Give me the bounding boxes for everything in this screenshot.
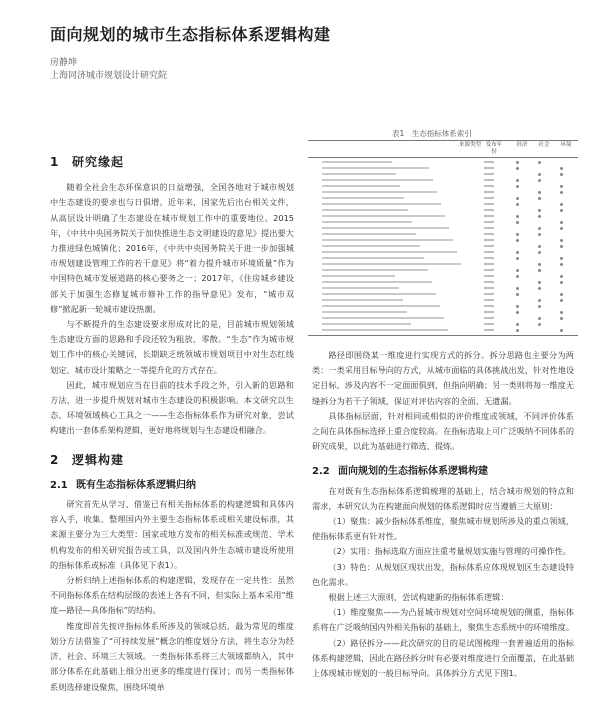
section-1-heading [50, 155, 294, 170]
table-1-caption: 表1 生态指标体系索引 [392, 129, 472, 138]
table-1-body [308, 140, 578, 336]
right-paragraph: 具体指标层面，针对相同或相似的评价维度或领域，不同评价体系之间在具体指标选择上重合度较高。在指标选取上可广泛吸纳不同体系的研究成果，以此为基础进行筛选、提炼。 [312, 410, 575, 452]
table-header: 社会 [538, 142, 550, 148]
section-2-heading [50, 453, 294, 468]
subsection-2-1-paragraph: 研究首先从学习、借鉴已有相关指标体系的构建逻辑和具体内容入手，收集、整理国内外主要生态指标体系或相关建设标准，其来源主要分为三大类型：国家或地方发布的相关标准或规范、学术机构发布的相关研究报告或工具，以及国内外生态城市建设所使用的指标体系或标准（具体见下表1）。 [50, 499, 294, 570]
section-1-title: 研究缘起 [72, 155, 125, 169]
author-name: 房静坤 [50, 58, 78, 68]
right-column [312, 348, 574, 681]
subsection-2-1-title: 既有生态指标体系逻辑归纳 [76, 479, 196, 491]
subsection-2-2-paragraph: （1）聚焦：减少指标体系维度，聚焦城市规划所涉及的重点领域，使指标体系更有针对性。 [312, 516, 574, 542]
subsection-2-2-paragraph: （2）实用：指标选取方面应注重考量规划实施与管理的可操作性。 [328, 546, 572, 557]
section-2-title: 逻辑构建 [72, 452, 125, 467]
table-header: 经济 [516, 142, 528, 148]
subsection-2-1-number: 2.1 [50, 479, 68, 491]
section-1-number: 1 [50, 155, 60, 169]
table-header: 发布年份 [485, 142, 503, 155]
subsection-2-1-heading [50, 478, 294, 493]
table-1-figure [300, 128, 582, 340]
subsection-2-2-paragraph: （1）维度聚焦——为凸显城市规划对空间环境规划的侧重，指标体系将在广泛吸纳国内外相关指标的基础上，聚焦生态系统中的环境维度。 [312, 607, 575, 633]
section-2-number: 2 [50, 452, 60, 467]
subsection-2-2-paragraph: （2）路径拆分——此次研究的目的是试图梳理一套普遍适用的指标体系构建逻辑，因此在路径拆分时有必要对维度进行全面覆盖，在此基础上体现城市规划的一般目标导向。具体拆分方式见下图1。 [312, 637, 575, 679]
table-header: 环境 [560, 142, 572, 148]
subsection-2-2-paragraph: 根据上述三大原则，尝试构建新的指标体系逻辑： [328, 592, 509, 603]
right-paragraph: 路径即围绕某一维度进行实现方式的拆分。拆分思路也主要分为两类：一类采用目标导向的方式，从城市面临的具体挑战出发，针对性地设定目标，涉及内容不一定面面俱到，但指向明确；另一类则将每一维度无缝拆分为若干子领域，保证对评估内容的全面、无遗漏。 [312, 350, 575, 406]
author-affiliation: 上海同济城市规划设计研究院 [50, 71, 168, 81]
subsection-2-2-number: 2.2 [312, 466, 330, 478]
left-column [50, 155, 294, 695]
table-header: 来源类型 [458, 142, 481, 148]
paper-title: 面向规划的城市生态指标体系逻辑构建 [50, 25, 331, 44]
subsection-2-2-title: 面向规划的生态指标体系逻辑构建 [338, 466, 488, 478]
subsection-2-1-paragraph: 分析归纳上述指标体系的构建逻辑，发现存在一定共性：虽然不同指标体系在结构层级的表述上各有不同，但实际上基本采用“维度—路径—具体指标”的结构。 [50, 575, 294, 616]
subsection-2-2-paragraph: 在对既有生态指标体系逻辑梳理的基础上，结合城市规划的特点和需求，本研究认为在构建面向规划的体系逻辑时应当遵循三大原则： [312, 485, 574, 511]
section-1-paragraph: 因此，城市规划应当在目前的技术手段之外，引入新的思路和方法，进一步提升规划对城市生态建设的积极影响。本文研究以生态、环境领域核心工具之一——生态指标体系作为研究对象，尝试构建出一套体系架构逻辑，更好地将规划与生态建设相融合。 [50, 379, 294, 436]
section-1-paragraph: 与不断提升的生态建设要求形成对比的是，目前城市规划领域生态建设方面的思路和手段还较为粗放、零散。“生态”作为城市规划工作中的核心关键词，长期缺乏统领城市规划项目中对生态红线划定、城市设计策略之一等提升化的方式存在。 [50, 319, 294, 375]
section-1-paragraph: 随着全社会生态环保意识的日益增强，全国各地对于城市规划中生态建设的要求也与日俱增。近年来，国家先后出台相关文件，从高层设计明确了生态建设在城市规划工作中的重要地位。2015年，《中共中央国务院关于加快推进生态文明建设的意见》提出要大力推进绿色城镇化；2016年，《中共中央国务院关于进一步加强城市规划建设管理工作的若干意见》将“着力提升城市环境质量”作为中国特色城市发展道路的核心要务之一；2017年，《住房城乡建设部关于加强生态修复城市修补工作的指导意见》发布，“城市双修”掀起新一轮城市建设热潮。 [50, 182, 294, 314]
table-row [308, 327, 578, 333]
subsection-2-1-paragraph: 维度即首先按评指标体系所涉及的领域总括，最为常见的维度划分方法借鉴了“可持续发展”概念的维度划分方法，将生态分为经济、社会、环境三大领域。一类指标体系将三大领域都纳入，其中部分体系在此基础上细分出更多的维度进行探讨；而另一类指标体系则选择建设聚焦，围绕环境单 [50, 620, 294, 692]
subsection-2-2-heading [312, 464, 574, 479]
subsection-2-2-paragraph: （3）特色：从规划区现状出发，指标体系应体现规划区生态建设特色化需求。 [312, 561, 574, 587]
